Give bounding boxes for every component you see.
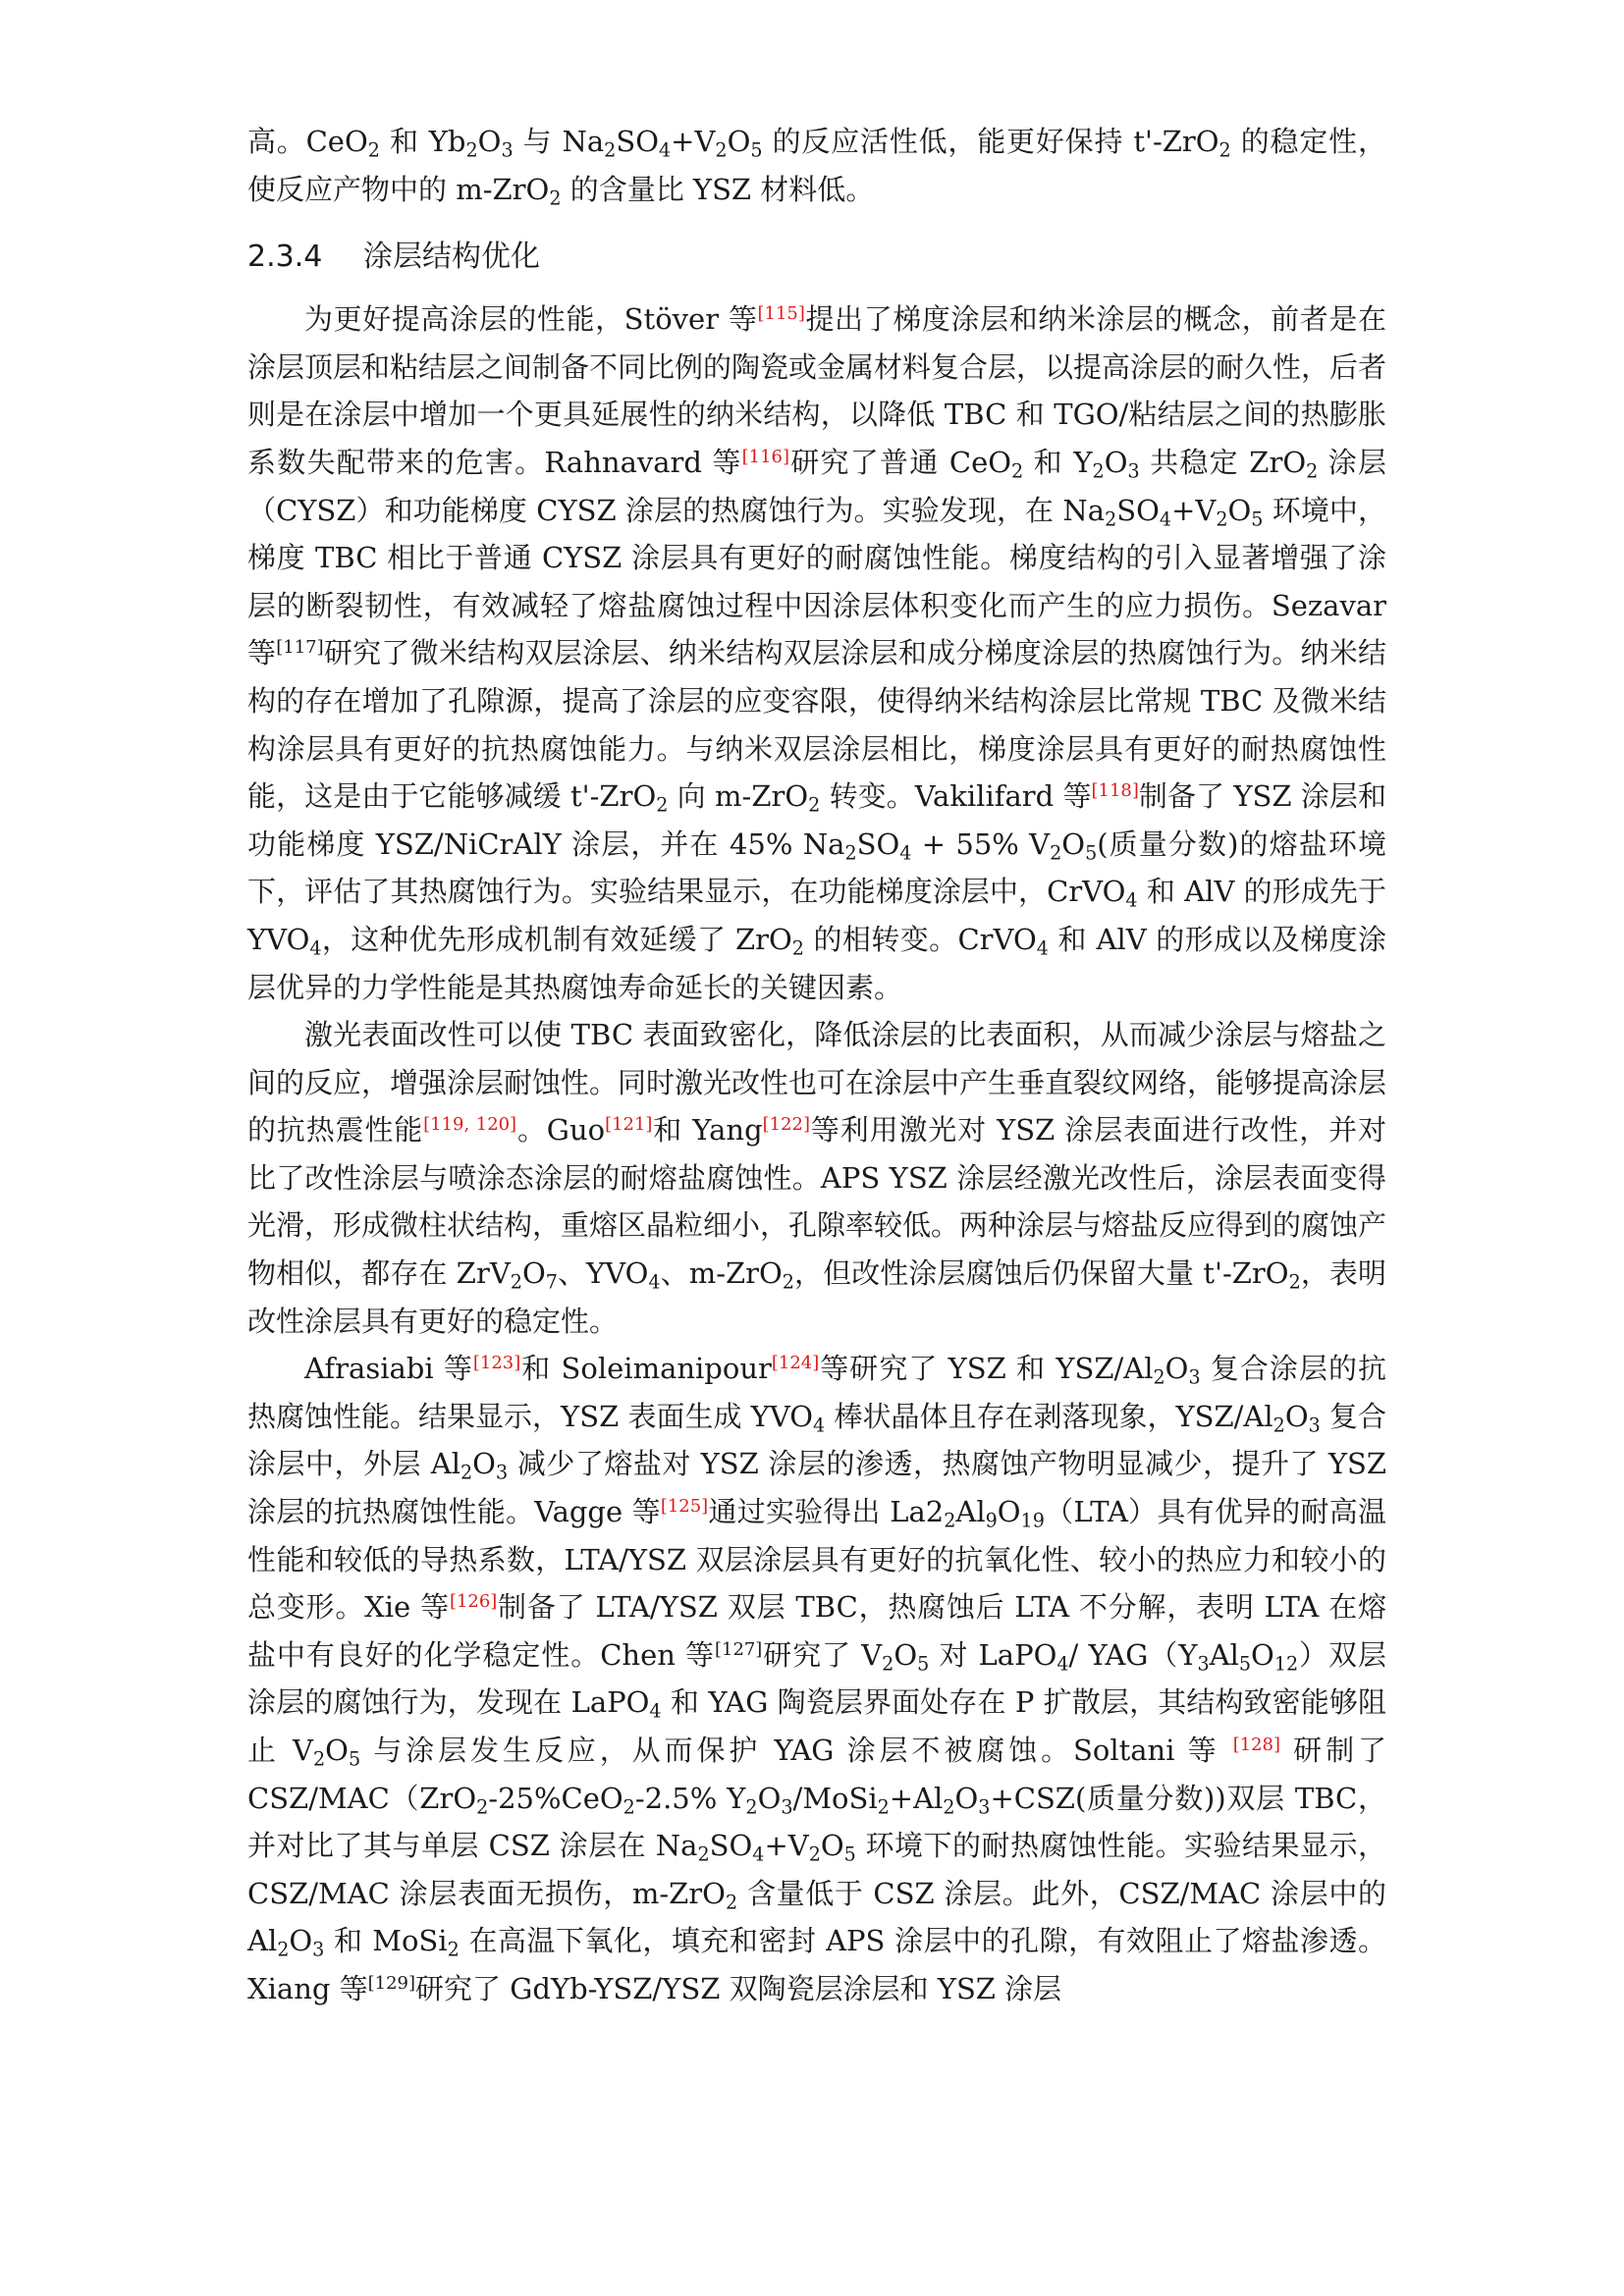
citation: [129] <box>367 1973 415 1995</box>
text-run: O <box>820 1829 844 1863</box>
subscript: 4 <box>752 1842 765 1866</box>
subscript: 2 <box>1153 1365 1165 1389</box>
text-run: O <box>1061 827 1086 861</box>
subscript: 2 <box>877 1794 890 1818</box>
text-run: -25%CeO <box>488 1781 623 1815</box>
text-run: Al <box>1209 1637 1239 1672</box>
subscript: 2 <box>808 793 821 817</box>
text-run: 和 AlV 的形成先于 YVO <box>247 875 1386 956</box>
text-run: 制备了 LTA/YSZ 双层 TBC，热腐蚀后 LTA 不分解，表明 LTA 在熔盐中有良好的化学稳定性。Chen 等 <box>247 1590 1386 1672</box>
text-run: /MoSi <box>792 1781 878 1815</box>
text-run: ，这种优先形成机制有效延缓了 ZrO <box>321 922 792 956</box>
subscript: 4 <box>309 936 322 960</box>
text-run: 共稳定 ZrO <box>1139 445 1307 479</box>
subscript: 4 <box>1125 888 1138 912</box>
subscript: 12 <box>1273 1652 1299 1676</box>
text-run: +Al <box>889 1781 944 1815</box>
subscript: 5 <box>1251 507 1264 530</box>
text-run: 研究了 V <box>762 1637 883 1672</box>
subscript: 2 <box>623 1794 635 1818</box>
text-run: 。Guo <box>516 1113 606 1148</box>
citation-link[interactable]: [128] <box>1232 1735 1281 1756</box>
subscript: 3 <box>1188 1365 1201 1389</box>
subscript: 2 <box>1306 459 1319 483</box>
section-heading <box>247 233 1386 282</box>
text-run: 和 MoSi <box>324 1924 448 1958</box>
subscript: 2 <box>844 841 857 865</box>
text-run: O <box>997 1495 1021 1529</box>
text-run: SO <box>1116 493 1160 527</box>
subscript: 2 <box>943 1794 955 1818</box>
text-run: 涂层（CYSZ）和功能梯度 CYSZ 涂层的热腐蚀行为。实验发现，在 Na <box>247 445 1386 527</box>
text-run: 复合涂层的抗热腐蚀性能。结果显示，YSZ 表面生成 YVO <box>247 1352 1387 1433</box>
citation: [117] <box>276 637 324 659</box>
text-run: 、m-ZrO <box>660 1256 783 1291</box>
text-run: O <box>289 1924 313 1958</box>
text-run: +CSZ(质量分数))双层 TBC，并对比了其与单层 CSZ 涂层在 Na <box>247 1781 1386 1863</box>
subscript: 2 <box>510 1270 522 1294</box>
text-run: 通过实验得出 La2 <box>708 1495 945 1529</box>
text-run: 向 m-ZrO <box>668 779 809 814</box>
citation-link[interactable]: [123] <box>472 1353 521 1374</box>
text-run: ）双层涂层的腐蚀行为，发现在 LaPO <box>247 1637 1386 1720</box>
text-run: 环境中，梯度 TBC 相比于普通 CYSZ 涂层具有更好的耐腐蚀性能。梯度结构的引入显著增强了涂层的断裂韧性，有效减轻了熔盐腐蚀过程中因涂层体积变化而产生的应力损伤。Sezavar 等 <box>247 493 1387 670</box>
subscript: 2 <box>313 1747 326 1771</box>
text-run: O <box>1284 1399 1309 1433</box>
subscript: 3 <box>1308 1414 1321 1437</box>
text-run: Afrasiabi 等 <box>304 1352 473 1386</box>
subscript: 9 <box>985 1509 998 1532</box>
subscript: 5 <box>1085 841 1098 865</box>
text-run: 和 Y <box>1023 445 1093 479</box>
text-run: O <box>893 1637 918 1672</box>
subscript: 2 <box>791 936 804 960</box>
text-run: 在高温下氧化，填充和密封 APS 涂层中的孔隙，有效阻止了熔盐渗透。Xiang 等 <box>247 1924 1386 2005</box>
text-run: O <box>472 1447 496 1481</box>
text-run: O <box>1251 1637 1274 1672</box>
citation-link[interactable]: [118] <box>1091 780 1139 802</box>
subscript: 3 <box>781 1794 793 1818</box>
text-run: SO <box>856 827 900 861</box>
text-run: 激光表面改性可以使 TBC 表面致密化，降低涂层的比表面积，从而减少涂层与熔盐之间的反应，增强涂层耐蚀性。同时激光改性也可在涂层中产生垂直裂纹网络，能够提高涂层的抗热震性能 <box>247 1018 1387 1148</box>
citation-link[interactable]: [126] <box>449 1591 498 1613</box>
text-run: O <box>325 1734 349 1767</box>
text-run: 、YVO <box>557 1256 649 1291</box>
subscript: 2 <box>808 1842 821 1866</box>
subscript: 3 <box>1127 459 1140 483</box>
subscript: 2 <box>944 1509 956 1532</box>
text-run: O <box>1164 1352 1189 1386</box>
text-run: 研究了普通 CeO <box>789 445 1012 479</box>
subscript: 2 <box>697 1842 710 1866</box>
citation-link[interactable]: [119, 120] <box>423 1114 517 1136</box>
text-run: 和 Soleimanipour <box>520 1352 772 1386</box>
subscript: 3 <box>1197 1652 1210 1676</box>
text-run: 和 YAG 陶瓷层界面处存在 P 扩散层，其结构致密能够阻止 V <box>247 1685 1386 1767</box>
subscript: 2 <box>1050 841 1062 865</box>
text-run: 转变。Vakilifard 等 <box>820 779 1092 814</box>
subscript: 2 <box>1092 459 1105 483</box>
subscript: 7 <box>545 1270 558 1294</box>
text-run: ，表明改性涂层具有更好的稳定性。 <box>247 1256 1386 1338</box>
subscript: 2 <box>447 1938 460 1961</box>
subscript: 4 <box>1036 936 1049 960</box>
text-run: 的相转变。CrVO <box>803 922 1037 956</box>
body-paragraph <box>247 1011 1386 1345</box>
text-run: 等利用激光对 YSZ 涂层表面进行改性，并对比了改性涂层与喷涂态涂层的耐熔盐腐蚀性。APS YSZ 涂层经激光改性后，涂层表面变得光滑，形成微柱状结构，重熔区晶粒细小，孔隙率较低。两种涂层与熔盐反应得到的腐蚀产物相似，都存在 ZrV <box>247 1113 1387 1291</box>
text-run: Al <box>955 1495 986 1529</box>
text-run: O <box>954 1781 979 1815</box>
subscript: 5 <box>917 1652 930 1676</box>
subscript: 5 <box>348 1747 361 1771</box>
citation-link[interactable]: [115] <box>757 303 805 325</box>
citation-link[interactable]: [125] <box>660 1496 709 1518</box>
text-run: 与涂层发生反应，从而保护 YAG 涂层不被腐蚀。Soltani 等 <box>360 1734 1233 1767</box>
subscript: 2 <box>1288 1270 1301 1294</box>
citation-link[interactable]: [121] <box>605 1114 653 1136</box>
text-run: 复合涂层中，外层 Al <box>247 1399 1387 1481</box>
text-run: 棒状晶体且存在剥落现象，YSZ/Al <box>825 1399 1273 1433</box>
text-run: 研制了 CSZ/MAC（ZrO <box>247 1734 1386 1815</box>
text-run: 研究了微米结构双层涂层、纳米结构双层涂层和成分梯度涂层的热腐蚀行为。纳米结构的存在增加了孔隙源，提高了涂层的应变容限，使得纳米结构涂层比常规 TBC 及微米结构涂层具有更好的抗热腐蚀能力。与纳米双层涂层相比，梯度涂层具有更好的耐热腐蚀性能，这是由于它能够减缓 t'-ZrO <box>247 636 1386 814</box>
text-run: （LTA）具有优异的耐高温性能和较低的导热系数，LTA/YSZ 双层涂层具有更好的抗氧化性、较小的热应力和较小的总变形。Xie 等 <box>247 1495 1386 1625</box>
citation-link[interactable]: [124] <box>771 1353 820 1374</box>
text-run: 为更好提高涂层的性能，Stöver 等 <box>304 302 758 337</box>
subscript: 3 <box>495 1461 509 1484</box>
subscript: 2 <box>656 793 669 817</box>
body-paragraph <box>247 295 1386 1011</box>
text-run: -2.5% Y <box>634 1781 746 1815</box>
section-number: 2.3.4 <box>247 240 323 275</box>
subscript: 5 <box>1238 1652 1252 1676</box>
citation: [127] <box>715 1638 763 1660</box>
text-run: 提出了梯度涂层和纳米涂层的概念，前者是在涂层顶层和粘结层之间制备不同比例的陶瓷或金属材料复合层，以提高涂层的耐久性，后者则是在涂层中增加一个更具延展性的纳米结构，以降低 TBC 和 TGO/粘结层之间的热膨胀系数失配带来的危害。Rahnavard 等 <box>247 302 1387 479</box>
text-run: O <box>1104 445 1128 479</box>
continuation-paragraph: 高。CeO$_2$ 和 $Yb_2O_3$ 与 $Na_2SO_4+V_2O_5$ 的反应活性低，能更好保持 t'-ZrO$_2$ 的稳定性，使反应产物中的 m-ZrO$_2$ 的含量比 YSZ 材料低。 <box>247 125 1386 209</box>
subscript: 2 <box>1272 1414 1285 1437</box>
text-run: O <box>521 1256 546 1291</box>
text-run: 对 LaPO <box>929 1637 1057 1672</box>
text-run: 环境下的耐热腐蚀性能。实验结果显示，CSZ/MAC 涂层表面无损伤，m-ZrO <box>247 1829 1386 1910</box>
subscript: 4 <box>648 1270 661 1294</box>
subscript: 3 <box>312 1938 325 1961</box>
subscript: 2 <box>882 1652 894 1676</box>
subscript: 5 <box>843 1842 856 1866</box>
text-run: ，但改性涂层腐蚀后仍保留大量 t'-ZrO <box>793 1256 1289 1291</box>
subscript: 2 <box>460 1461 473 1484</box>
subscript: 19 <box>1020 1509 1045 1532</box>
paper-page <box>247 118 1386 2013</box>
subscript: 2 <box>745 1794 758 1818</box>
text-run: 制备了 YSZ 涂层和功能梯度 YSZ/NiCrAlY 涂层，并在 45% Na <box>247 779 1386 861</box>
body-paragraph <box>247 1345 1386 2012</box>
citation-link[interactable]: [122] <box>762 1114 810 1136</box>
text-run: 减少了熔盐对 YSZ 涂层的渗透，热腐蚀产物明显减少，提升了 YSZ 涂层的抗热腐蚀性能。Vagge 等 <box>247 1447 1386 1529</box>
text-run: 和 AlV 的形成以及梯度涂层优异的力学性能是其热腐蚀寿命延长的关键因素。 <box>247 922 1386 1004</box>
subscript: 2 <box>1011 459 1024 483</box>
subscript: 4 <box>1056 1652 1069 1676</box>
subscript: 2 <box>1105 507 1117 530</box>
text-run: + 55% V <box>911 827 1051 861</box>
text-run: O <box>757 1781 782 1815</box>
text-run: 和 Yang <box>652 1113 763 1148</box>
subscript: 2 <box>725 1891 738 1914</box>
subscript: 4 <box>1159 507 1172 530</box>
text-run: 含量低于 CSZ 涂层。此外，CSZ/MAC 涂层中的 Al <box>247 1876 1386 1958</box>
text-run: SO <box>709 1829 753 1863</box>
text-run: +V <box>764 1829 809 1863</box>
text-run: (质量分数)的熔盐环境下，评估了其热腐蚀行为。实验结果显示，在功能梯度涂层中，CrVO <box>247 827 1386 909</box>
subscript: 4 <box>649 1699 662 1723</box>
text-run: / YAG（Y <box>1068 1637 1198 1672</box>
text-run: +V <box>1171 493 1217 527</box>
subscript: 4 <box>899 841 912 865</box>
text-run: O <box>1227 493 1252 527</box>
section-title: 涂层结构优化 <box>363 240 540 275</box>
subscript: 2 <box>1216 507 1228 530</box>
subscript: 2 <box>277 1938 290 1961</box>
text-run: 研究了 GdYb-YSZ/YSZ 双陶瓷层涂层和 YSZ 涂层 <box>415 1971 1062 2005</box>
subscript: 2 <box>782 1270 794 1294</box>
subscript: 4 <box>813 1414 826 1437</box>
subscript: 3 <box>978 1794 991 1818</box>
text-run: 等研究了 YSZ 和 YSZ/Al <box>819 1352 1154 1386</box>
subscript: 2 <box>476 1794 489 1818</box>
citation-link[interactable]: [116] <box>741 447 789 468</box>
